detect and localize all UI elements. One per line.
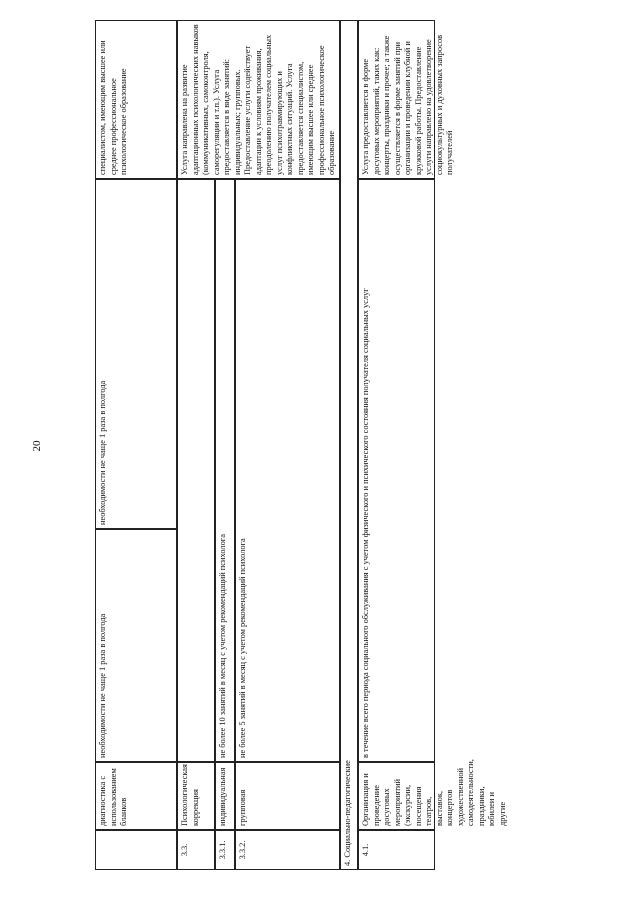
cell-volume-r0: необходимости не чаще 1 раза в полгода xyxy=(95,179,177,529)
cell-name-4-1: Организация и проведение досуговых мероприятий (экскурсии, посещения театров, выставок, концертов художественной самодеятельности, праздники, юбилеи и другие xyxy=(358,762,435,830)
page-number: 20 xyxy=(31,440,43,452)
cell-num-r0 xyxy=(95,830,177,870)
cell-name-r0: диагностика с использованием бланков xyxy=(95,762,177,830)
cell-periodicity-3-3 xyxy=(177,179,215,762)
section-heading-4: 4. Социально-педагогические xyxy=(340,20,358,870)
cell-num-3-3-2: 3.3.2. xyxy=(235,830,340,870)
cell-periodicity-r0: необходимости не чаще 1 раза в полгода xyxy=(95,529,177,762)
cell-name-3-3-2: групповая xyxy=(235,762,340,830)
cell-conditions-r0: специалистом, имеющим высшее или среднее профессиональное психологическое образование xyxy=(95,20,177,179)
cell-name-3-3-1: индивидуальная xyxy=(215,762,235,830)
cell-conditions-4-1: Услуга предоставляется в форме досуговых мероприятий, таких как: концерты, праздники и прочее; а также осуществляется в форме занятий при организации и проведении клубной и кружковой работы. Предоставление услуги направлено на удовлетворение социокультурных и духовных запросов получателей xyxy=(358,20,435,179)
services-table xyxy=(95,20,507,870)
cell-name-3-3: Психологическая коррекция xyxy=(177,762,215,830)
cell-num-3-3-1: 3.3.1. xyxy=(215,830,235,870)
cell-num-3-3: 3.3. xyxy=(177,830,215,870)
cell-periodicity-3-3-2: не более 5 занятий в месяц с учетом рекомендаций психолога xyxy=(235,179,340,762)
cell-periodicity-4-1: в течение всего периода социального обслуживания с учетом физического и психического состояния получателя социальных услуг xyxy=(358,179,435,762)
cell-periodicity-3-3-1: не более 10 занятий в месяц с учетом рекомендаций психолога xyxy=(215,179,235,762)
cell-num-4-1: 4.1. xyxy=(358,830,435,870)
cell-conditions-3-3: Услуга направлена на развитие адаптационных психологических навыков (коммуникативных, самоконтроля, саморегуляции и т.п.). Услуга предоставляется в виде занятий: индивидуальных; групповых. Предоставление услуги содействует адаптации к условиям проживания, преодолению получателем социальных услуг психотравмирующих и конфликтных ситуаций. Услуга предоставляется специалистом, имеющим высшее или среднее профессиональное психологическое образование xyxy=(177,20,340,179)
